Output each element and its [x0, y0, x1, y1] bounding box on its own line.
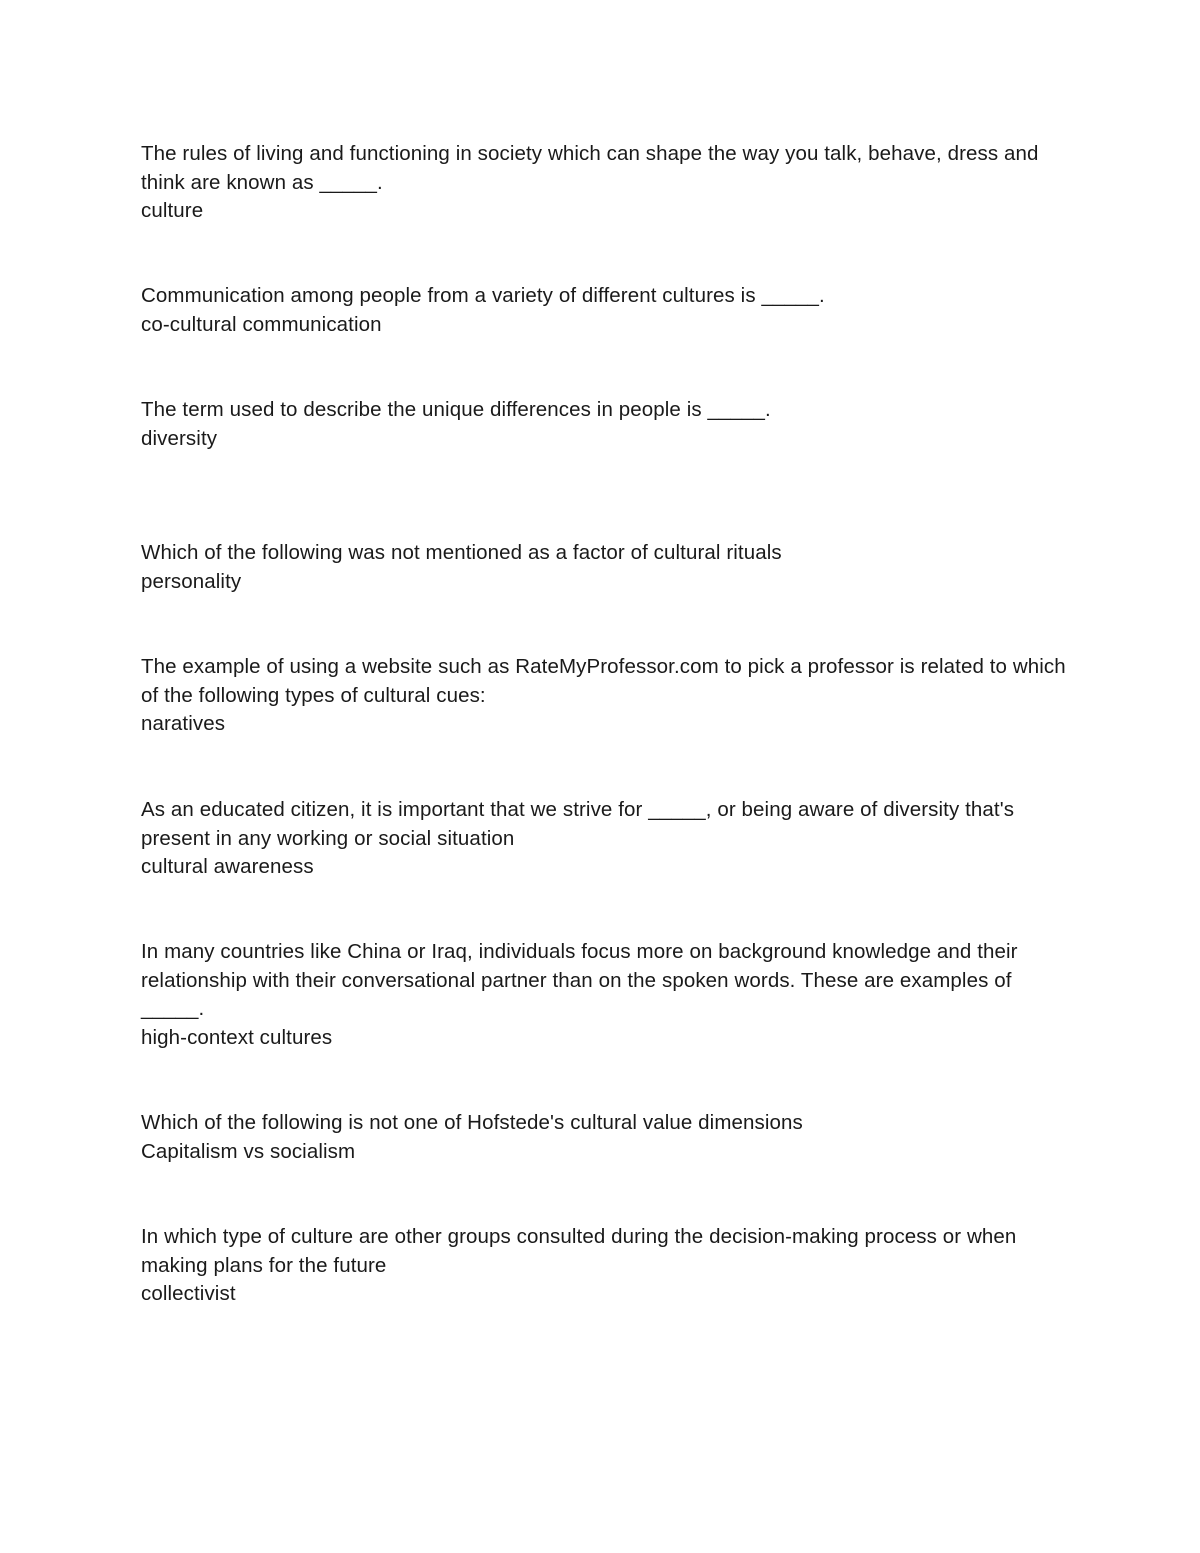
qa-item: [141, 539, 1066, 596]
qa-item: [141, 653, 1066, 739]
question-text: As an educated citizen, it is important that we strive for _____, or being aware of diversity that's present in any working or social situation: [141, 798, 1015, 850]
answer-text: co-cultural communication: [141, 312, 382, 336]
qa-item: [141, 796, 1066, 882]
question-text: Communication among people from a variety of different cultures is _____.: [141, 284, 825, 307]
answer-text: collectivist: [141, 1282, 236, 1306]
answer-text: personality: [141, 569, 242, 593]
question-text: Which of the following is not one of Hofstede's cultural value dimensions: [141, 1111, 803, 1134]
answer-text: diversity: [141, 426, 218, 450]
qa-item: [141, 282, 1066, 339]
question-text: The example of using a website such as RateMyProfessor.com to pick a professor is related to which of the following types of cultural cues:: [141, 655, 1066, 707]
answer-text: cultural awareness: [141, 855, 314, 879]
qa-item: [141, 396, 1066, 453]
question-text: The rules of living and functioning in society which can shape the way you talk, behave, dress and think are known as _____.: [141, 142, 1039, 194]
question-text: In many countries like China or Iraq, individuals focus more on background knowledge and their relationship with their conversational partner than on the spoken words. These are examples of _____.: [141, 940, 1018, 1021]
qa-item: [141, 1109, 1066, 1166]
answer-text: high-context cultures: [141, 1025, 333, 1049]
qa-item: [141, 140, 1066, 226]
question-text: Which of the following was not mentioned as a factor of cultural rituals: [141, 541, 782, 564]
answer-text: Capitalism vs socialism: [141, 1139, 356, 1163]
answer-text: culture: [141, 199, 204, 223]
answer-text: naratives: [141, 712, 226, 736]
qa-item: [141, 938, 1066, 1052]
question-text: In which type of culture are other groups consulted during the decision-making process or when making plans for the future: [141, 1225, 1017, 1277]
question-text: The term used to describe the unique differences in people is _____.: [141, 398, 771, 421]
qa-item: [141, 1223, 1066, 1309]
